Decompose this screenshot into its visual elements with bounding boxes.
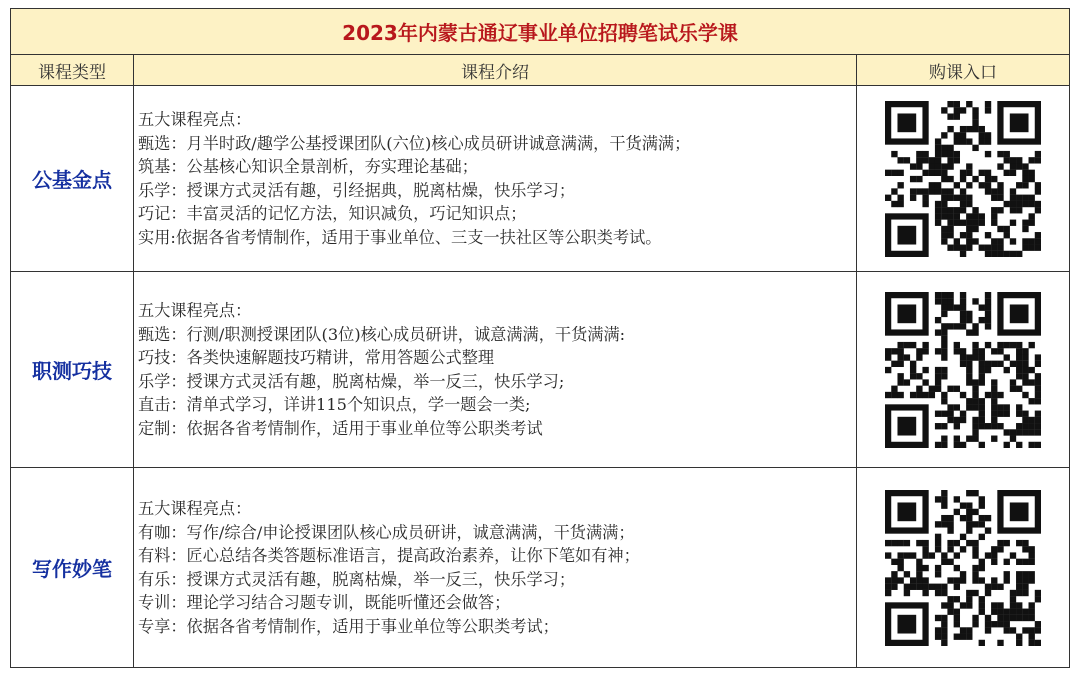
header-course-type: 课程类型 [11,55,134,86]
description-line: 筑基：公基核心知识全景剖析，夯实理论基础； [138,157,478,176]
course-description [134,272,857,468]
description-line: 甄选：月半时政/趣学公基授课团队(六位)核心成员研讲诚意满满，干货满满； [138,133,691,153]
header-course-intro: 课程介绍 [134,55,857,86]
description-line: 巧记：丰富灵活的记忆方法，知识减负，巧记知识点； [138,204,527,223]
purchase-qr-cell [857,468,1070,668]
description-line: 实用:依据各省考情制作，适用于事业单位、三支一扶社区等公职类考试。 [138,227,662,247]
description-line: 乐学：授课方式灵活有趣，脱离枯燥，举一反三，快乐学习; [138,371,565,391]
description-line: 五大课程亮点： [138,110,252,129]
course-type: 职测巧技 [11,272,134,468]
course-type: 写作妙笔 [11,468,134,668]
table-title: 2023年内蒙古通辽事业单位招聘笔试乐学课 [11,9,1070,55]
description-line: 五大课程亮点： [138,301,252,320]
description-line: 乐学：授课方式灵活有趣，引经据典，脱离枯燥，快乐学习； [138,180,576,200]
purchase-qr-cell [857,86,1070,272]
description-line: 专享：依据各省考情制作，适用于事业单位等公职类考试； [138,616,559,636]
description-line: 直击：清单式学习，详讲115个知识点，学一题会一类; [138,395,531,414]
course-description [134,86,857,272]
qr-code-icon[interactable] [885,101,1041,257]
purchase-qr-cell [857,272,1070,468]
description-line: 有咖：写作/综合/申论授课团队核心成员研讲，诚意满满，干货满满； [138,522,635,542]
description-line: 巧技：各类快速解题技巧精讲，常用答题公式整理 [138,348,495,367]
description-line: 五大课程亮点： [138,499,252,518]
description-line: 专训：理论学习结合习题专训，既能听懂还会做答； [138,593,511,612]
description-line: 定制：依据各省考情制作，适用于事业单位等公职类考试 [138,418,543,438]
table-row [11,468,1070,668]
qr-code-icon[interactable] [885,292,1041,448]
header-purchase-entry: 购课入口 [857,55,1070,86]
course-table [10,8,1070,668]
course-type: 公基金点 [11,86,134,272]
header-row [11,55,1070,86]
course-description [134,468,857,668]
description-line: 甄选：行测/职测授课团队(3位)核心成员研讲，诚意满满，干货满满: [138,324,626,344]
qr-code-icon[interactable] [885,490,1041,646]
description-line: 有乐：授课方式灵活有趣，脱离枯燥，举一反三，快乐学习； [138,569,576,589]
description-line: 有料：匠心总结各类答题标准语言，提高政治素养，让你下笔如有神； [138,546,640,565]
table-row [11,86,1070,272]
table-row [11,272,1070,468]
